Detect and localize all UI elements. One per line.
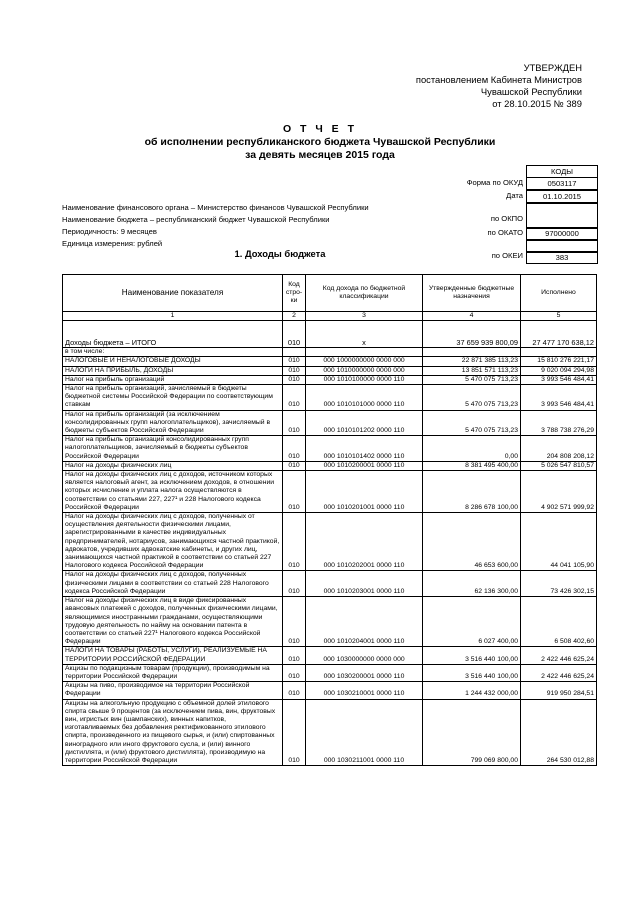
row-line-code: 010 <box>283 513 306 571</box>
row-name: НАЛОГИ НА ТОВАРЫ (РАБОТЫ, УСЛУГИ), РЕАЛИЗУЕМЫЕ НА ТЕРРИТОРИИ РОССИЙСКОЙ ФЕДЕРАЦИИ <box>63 647 283 664</box>
section-title: 1. Доходы бюджета <box>234 248 326 259</box>
meta-budget: Наименование бюджета – республиканский бюджет Чувашской Республики <box>62 215 330 224</box>
date-label: Дата <box>506 191 523 200</box>
header-plan: Утвержденные бюджетные назначения <box>423 275 521 312</box>
row-planned: 8 286 678 100,00 <box>423 471 521 513</box>
row-income-code: 000 1030211001 0000 110 <box>306 699 423 766</box>
okei-label: по ОКЕИ <box>491 251 523 260</box>
row-name: Акцизы на пиво, производимое на территории Российской Федерации <box>63 682 283 699</box>
row-income-code: 000 1010101202 0000 110 <box>306 410 423 436</box>
column-numbers-row <box>63 312 597 321</box>
row-planned: 46 653 600,00 <box>423 513 521 571</box>
row-executed: 204 808 208,12 <box>521 436 597 462</box>
header-line: Код стро-ки <box>283 275 306 312</box>
table-row <box>63 513 597 571</box>
okpo-label: по ОКПО <box>490 214 523 223</box>
row-executed: 3 788 738 276,29 <box>521 410 597 436</box>
row-executed: 5 026 547 810,57 <box>521 461 597 470</box>
row-income-code: x <box>306 321 423 348</box>
table-row <box>63 436 597 462</box>
row-planned: 1 244 432 000,00 <box>423 682 521 699</box>
row-executed: 6 508 402,60 <box>521 597 597 647</box>
row-name: Налог на прибыль организаций <box>63 375 283 384</box>
row-executed: 3 993 546 484,41 <box>521 375 597 384</box>
row-planned <box>423 348 521 357</box>
row-executed: 4 902 571 999,92 <box>521 471 597 513</box>
row-line-code: 010 <box>283 321 306 348</box>
revenue-table <box>62 274 597 766</box>
row-executed: 264 530 012,88 <box>521 699 597 766</box>
col-num-2: 2 <box>283 312 306 321</box>
row-income-code: 000 1030200001 0000 110 <box>306 664 423 681</box>
table-body <box>63 321 597 766</box>
row-executed <box>521 348 597 357</box>
col-num-4: 4 <box>423 312 521 321</box>
row-name: Налог на доходы физических лиц с доходов, полученных от осуществления деятельности физическими лицами, зарегистрированными в качестве индивидуальных предпринимателей, нотариусов, занимающихся частной практикой, адвокатов, учредивших адвокатские кабинеты, и других лиц, занимающихся частной практикой в соответствии со статьей 227 Налогового кодекса Российской Федерации <box>63 513 283 571</box>
row-executed: 9 020 094 294,98 <box>521 366 597 375</box>
row-name: Акцизы по подакцизным товарам (продукции), производимым на территории Российской Федерации <box>63 664 283 681</box>
table-row <box>63 699 597 766</box>
row-name: Налог на доходы физических лиц с доходов, источником которых является налоговый агент, за исключением доходов, в отношении которых исчисление и уплата налога осуществляются в соответствии со статьями 227, 227¹ и 228 Налогового кодекса Российской Федерации <box>63 471 283 513</box>
row-name: Акцизы на алкогольную продукцию с объемной долей этилового спирта свыше 9 процентов (за исключением пива, вин, фруктовых вин, игристых вин (шампанских), винных напитков, изготавливаемых без добавления ректификованного этилового спирта, произведенного из пищевого сырья, и (или) спиртованных виноградного или иного фруктового сусла, и (или) винного дистиллята, и (или) фруктового дистиллята), производимую на территории Российской Федерации <box>63 699 283 766</box>
header-name: Наименование показателя <box>63 275 283 312</box>
row-planned: 22 871 385 113,23 <box>423 357 521 366</box>
table-row <box>63 366 597 375</box>
row-line-code: 010 <box>283 385 306 411</box>
title-period: за девять месяцев 2015 года <box>245 149 395 161</box>
meta-period: Периодичность: 9 месяцев <box>62 227 157 236</box>
codes-header: КОДЫ <box>526 165 598 178</box>
table-row <box>63 410 597 436</box>
row-income-code: 000 1010200001 0000 110 <box>306 461 423 470</box>
okpo-value <box>526 203 598 229</box>
row-planned: 8 381 495 400,00 <box>423 461 521 470</box>
report-title <box>0 123 640 162</box>
row-line-code: 010 <box>283 366 306 375</box>
row-line-code: 010 <box>283 571 306 597</box>
approval-line-3: Чувашской Республики <box>480 86 582 97</box>
table-row <box>63 647 597 664</box>
approval-line-2: постановлением Кабинета Министров <box>415 74 582 85</box>
row-income-code: 000 1010202001 0000 110 <box>306 513 423 571</box>
header-done: Исполнено <box>521 275 597 312</box>
row-income-code: 000 1010100000 0000 110 <box>306 375 423 384</box>
table-row <box>63 571 597 597</box>
row-planned: 37 659 939 800,09 <box>423 321 521 348</box>
row-income-code: 000 1030000000 0000 000 <box>306 647 423 664</box>
okato-value: 97000000 <box>526 227 598 240</box>
row-planned: 3 516 440 100,00 <box>423 664 521 681</box>
row-income-code: 000 1010204001 0000 110 <box>306 597 423 647</box>
approval-line-1: УТВЕРЖДЕН <box>523 62 582 73</box>
row-planned: 62 136 300,00 <box>423 571 521 597</box>
row-line-code <box>283 348 306 357</box>
date-value: 01.10.2015 <box>526 190 598 203</box>
row-name: Налог на доходы физических лиц с доходов, полученных физическими лицами в соответствии со статьей 228 Налогового кодекса Российской Федерации <box>63 571 283 597</box>
row-planned: 6 027 400,00 <box>423 597 521 647</box>
row-name: Налог на прибыль организаций (за исключением консолидированных групп налогоплательщиков), зачисляемый в бюджеты субъектов Российской Федерации <box>63 410 283 436</box>
row-planned: 799 069 800,00 <box>423 699 521 766</box>
okud-label: Форма по ОКУД <box>466 178 523 187</box>
row-name: НАЛОГОВЫЕ И НЕНАЛОГОВЫЕ ДОХОДЫ <box>63 357 283 366</box>
col-num-1: 1 <box>63 312 283 321</box>
row-name: Налог на прибыль организаций, зачисляемый в бюджеты бюджетной системы Российской Федерации по соответствующим ставкам <box>63 385 283 411</box>
row-income-code: 000 1010201001 0000 110 <box>306 471 423 513</box>
row-line-code: 010 <box>283 357 306 366</box>
approval-block <box>342 62 582 110</box>
row-name: Налог на доходы физических лиц <box>63 461 283 470</box>
table-row <box>63 348 597 357</box>
row-name: Налог на доходы физических лиц в виде фиксированных авансовых платежей с доходов, полученных физическими лицами, являющимися иностранными гражданами, осуществляющими трудовую деятельность по найму на основании патента в соответствии со статьей 227¹ Налогового кодекса Российской Федерации <box>63 597 283 647</box>
table-row <box>63 471 597 513</box>
table-row <box>63 385 597 411</box>
table-row <box>63 664 597 681</box>
table-row <box>63 357 597 366</box>
table-row <box>63 461 597 470</box>
row-planned: 5 470 075 713,23 <box>423 375 521 384</box>
row-line-code: 010 <box>283 699 306 766</box>
meta-unit: Единица измерения: рублей <box>62 239 163 248</box>
row-executed: 919 950 284,51 <box>521 682 597 699</box>
row-name: Доходы бюджета – ИТОГО <box>63 321 283 348</box>
header-code: Код дохода по бюджетной классификации <box>306 275 423 312</box>
row-line-code: 010 <box>283 436 306 462</box>
row-line-code: 010 <box>283 682 306 699</box>
table-row <box>63 321 597 348</box>
col-num-5: 5 <box>521 312 597 321</box>
row-planned: 5 470 075 713,23 <box>423 385 521 411</box>
row-executed: 73 426 302,15 <box>521 571 597 597</box>
title-report: О Т Ч Е Т <box>282 123 358 135</box>
row-line-code: 010 <box>283 647 306 664</box>
row-executed: 2 422 446 625,24 <box>521 647 597 664</box>
row-planned: 13 851 571 113,23 <box>423 366 521 375</box>
okud-value: 0503117 <box>526 177 598 190</box>
table-row <box>63 682 597 699</box>
row-executed: 15 810 276 221,17 <box>521 357 597 366</box>
row-income-code: 000 1030210001 0000 110 <box>306 682 423 699</box>
okei-value: 383 <box>526 251 598 264</box>
row-line-code: 010 <box>283 664 306 681</box>
row-executed: 44 041 105,90 <box>521 513 597 571</box>
row-line-code: 010 <box>283 461 306 470</box>
row-executed: 2 422 446 625,24 <box>521 664 597 681</box>
row-name: НАЛОГИ НА ПРИБЫЛЬ, ДОХОДЫ <box>63 366 283 375</box>
row-executed: 27 477 170 638,12 <box>521 321 597 348</box>
row-income-code: 000 1010101000 0000 110 <box>306 385 423 411</box>
okato-label: по ОКАТО <box>487 228 523 237</box>
approval-line-4: от 28.10.2015 № 389 <box>492 98 582 109</box>
row-income-code <box>306 348 423 357</box>
row-name: Налог на прибыль организаций консолидированных групп налогоплательщиков, зачисляемый в бюджеты субъектов Российской Федерации <box>63 436 283 462</box>
row-line-code: 010 <box>283 471 306 513</box>
row-planned: 5 470 075 713,23 <box>423 410 521 436</box>
row-line-code: 010 <box>283 597 306 647</box>
row-income-code: 000 1010203001 0000 110 <box>306 571 423 597</box>
row-name: в том числе: <box>63 348 283 357</box>
col-num-3: 3 <box>306 312 423 321</box>
meta-organ: Наименование финансового органа – Министерство финансов Чувашской Республики <box>62 203 369 212</box>
table-row <box>63 597 597 647</box>
table-header-row <box>63 275 597 312</box>
row-income-code: 000 1010000000 0000 000 <box>306 366 423 375</box>
row-line-code: 010 <box>283 410 306 436</box>
row-planned: 3 516 440 100,00 <box>423 647 521 664</box>
row-income-code: 000 1000000000 0000 000 <box>306 357 423 366</box>
row-executed: 3 993 546 484,41 <box>521 385 597 411</box>
row-line-code: 010 <box>283 375 306 384</box>
table-row <box>63 375 597 384</box>
title-subject: об исполнении республиканского бюджета Чувашской Республики <box>144 136 496 148</box>
row-income-code: 000 1010101402 0000 110 <box>306 436 423 462</box>
row-planned: 0,00 <box>423 436 521 462</box>
